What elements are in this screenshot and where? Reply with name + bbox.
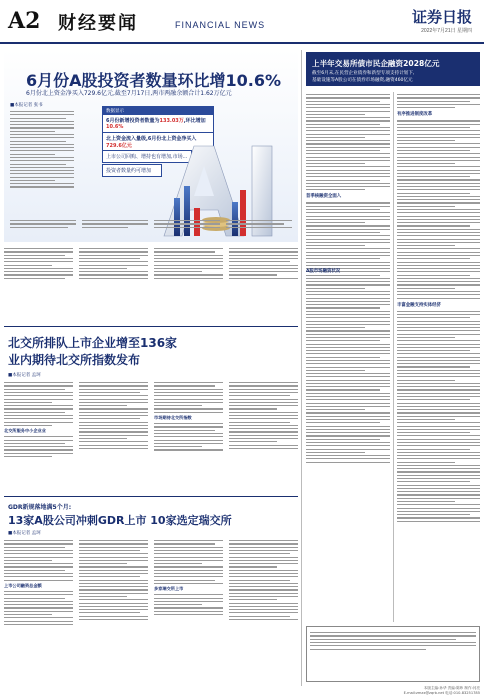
page-footer (380, 686, 480, 696)
story3-byline: ■本报记者 孟珂 (8, 531, 41, 536)
footer-contact: E-mail:zmzx@zqrb.net 电话:010-83251785 (403, 691, 480, 695)
editorial-note-box (306, 626, 480, 682)
lead-story-byline: ■本报记者 张书 (10, 103, 43, 108)
story2-body (4, 380, 298, 459)
lead-story-hero (4, 50, 298, 242)
right-column-subhead-1: 截至6月末,在民营企业债券和新型专项支持计划下, (312, 71, 415, 76)
right-column-headline: 上半年交易所债市民企融资2028亿元 (312, 59, 440, 68)
callout-body: 北上资金流入量级,6月份北上资金净买入729.6亿元 (106, 136, 197, 149)
subhead: 有序推进制度改革 (397, 112, 433, 118)
lead-story-continued (4, 246, 298, 281)
section-title: 财经要闻 (58, 13, 138, 34)
lead-story-title[interactable]: 6月份A股投资者数量环比增10.6% (26, 71, 282, 90)
section-title-en: FINANCIAL NEWS (175, 20, 266, 30)
subhead: 多家瑞交所上市 (154, 586, 184, 592)
story2-headline-line2[interactable]: 业内期待北交所指数发布 (8, 353, 141, 367)
story3-kicker: GDR新规落地满5个月: (8, 504, 72, 511)
right-column-text-a (306, 92, 390, 465)
subhead-a-share-finance: A股市场融资状况 (306, 269, 341, 274)
right-column-headline-box[interactable] (306, 52, 480, 86)
lead-story-text-col (10, 102, 74, 190)
page-number: A2 (8, 8, 41, 34)
right-column-text-b (397, 92, 480, 524)
newspaper-logo: 证券日报 (411, 8, 472, 26)
story3-headline[interactable]: 13家A股公司冲刺GDR上市 10家选定瑞交所 (8, 514, 232, 527)
story2-byline: ■本报记者 孟珂 (8, 373, 41, 378)
story3-body (4, 538, 298, 627)
subhead: 首季核融资全面入 (306, 194, 342, 200)
lead-story-subtitle: 6月份北上资金净买入729.6亿元,截至7月17日,两市两融余额合计1.62万亿元 (26, 90, 232, 97)
story2-headline-line1[interactable]: 北交所排队上市企业增至136家 (8, 336, 178, 350)
masthead (0, 0, 484, 44)
subhead: 丰富金融支持实体经济 (397, 302, 441, 308)
footer-editors: 本版主编:孙华 责编:陈炜 制作:闫亮 (423, 686, 480, 690)
right-column-subhead-2: 基础设施等A股公司在债券市场融资,融资460亿元 (312, 78, 413, 83)
lead-story-body-columns (10, 218, 292, 230)
subhead: 市场期待北交所指数 (154, 415, 192, 420)
stat-callout-3: 上市公司回购、增持也有增加,市场... (102, 150, 192, 163)
subhead: 上市公司融资总金额 (4, 582, 42, 588)
callout-body: 6月份新增投资者数量为133.03万,环比增加10.6% (106, 118, 206, 130)
subhead: 北交所服务中小企业业 (4, 428, 46, 434)
stat-callout-4: 投资者数量约可增加 (102, 164, 162, 177)
issue-date: 2022年7月21日 星期四 (421, 28, 472, 34)
callout-heading: 数据显示 (103, 107, 213, 115)
stat-callout-1 (102, 106, 214, 133)
